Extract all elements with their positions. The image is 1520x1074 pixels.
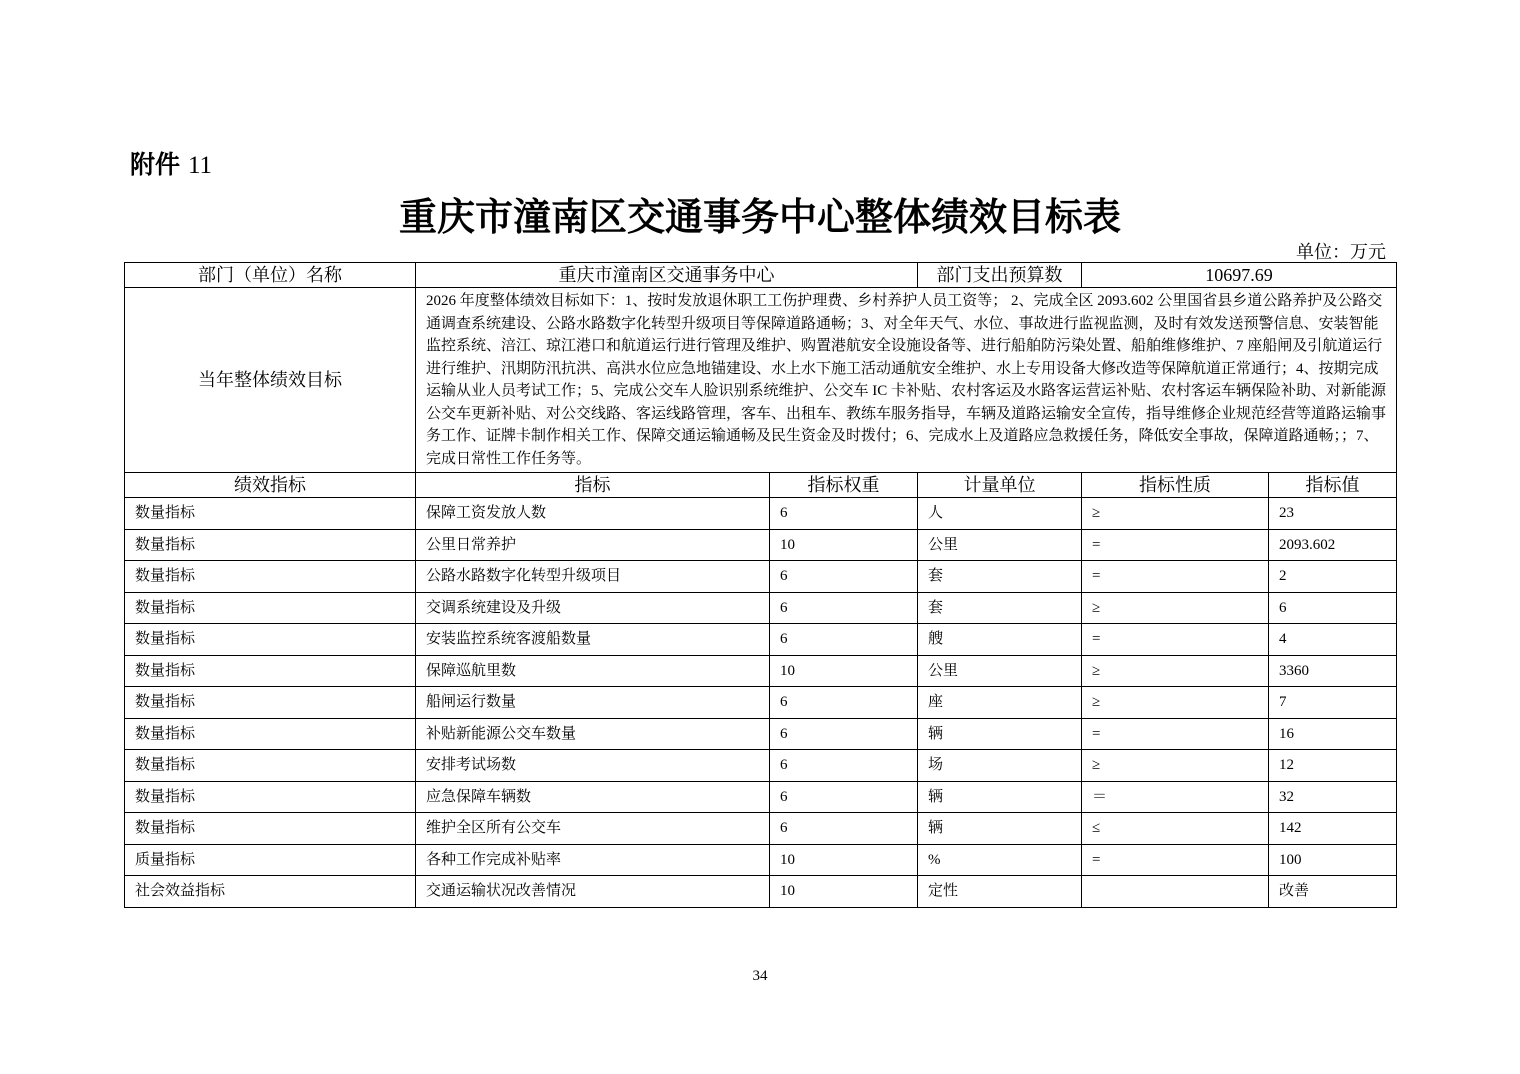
dept-name: 重庆市潼南区交通事务中心 [416,263,918,288]
cell-unit: 公里 [918,655,1082,687]
cell-value: 142 [1269,813,1397,845]
cell-weight: 6 [770,813,918,845]
cell-value: 7 [1269,687,1397,719]
table-row [125,624,1397,656]
cell-nature: ≥ [1082,687,1269,719]
cell-unit: 辆 [918,813,1082,845]
cell-category: 数量指标 [125,781,416,813]
attachment-label [130,145,212,181]
cell-category: 数量指标 [125,813,416,845]
cell-value: 32 [1269,781,1397,813]
cell-indicator: 维护全区所有公交车 [416,813,770,845]
header-row [125,263,1397,288]
cell-weight: 6 [770,561,918,593]
cell-category: 社会效益指标 [125,876,416,908]
cell-nature: = [1082,529,1269,561]
budget-value: 10697.69 [1082,263,1397,288]
col-category: 绩效指标 [125,473,416,498]
table-row [125,529,1397,561]
cell-category: 数量指标 [125,750,416,782]
cell-weight: 10 [770,655,918,687]
cell-nature: ≥ [1082,498,1269,530]
page-number: 34 [752,968,768,984]
cell-nature: ＝ [1082,781,1269,813]
cell-nature: ≥ [1082,750,1269,782]
goal-label: 当年整体绩效目标 [125,288,416,473]
cell-value: 改善 [1269,876,1397,908]
col-weight: 指标权重 [770,473,918,498]
cell-unit: % [918,844,1082,876]
cell-indicator: 公里日常养护 [416,529,770,561]
cell-indicator: 安排考试场数 [416,750,770,782]
cell-value: 4 [1269,624,1397,656]
col-value: 指标值 [1269,473,1397,498]
cell-category: 数量指标 [125,687,416,719]
cell-weight: 6 [770,781,918,813]
cell-indicator: 应急保障车辆数 [416,781,770,813]
cell-value: 2 [1269,561,1397,593]
col-nature: 指标性质 [1082,473,1269,498]
cell-unit: 套 [918,561,1082,593]
cell-indicator: 交通运输状况改善情况 [416,876,770,908]
cell-unit: 套 [918,592,1082,624]
cell-unit: 公里 [918,529,1082,561]
cell-indicator: 保障巡航里数 [416,655,770,687]
cell-weight: 6 [770,592,918,624]
cell-category: 数量指标 [125,592,416,624]
cell-value: 6 [1269,592,1397,624]
cell-unit: 辆 [918,718,1082,750]
cell-indicator: 保障工资发放人数 [416,498,770,530]
cell-value: 2093.602 [1269,529,1397,561]
cell-value: 100 [1269,844,1397,876]
table-row [125,561,1397,593]
cell-nature: = [1082,844,1269,876]
col-indicator: 指标 [416,473,770,498]
cell-weight: 6 [770,718,918,750]
cell-nature: ≥ [1082,592,1269,624]
cell-category: 数量指标 [125,655,416,687]
cell-indicator: 公路水路数字化转型升级项目 [416,561,770,593]
cell-category: 数量指标 [125,624,416,656]
cell-weight: 10 [770,876,918,908]
table-row [125,592,1397,624]
cell-value: 23 [1269,498,1397,530]
cell-nature: ≤ [1082,813,1269,845]
cell-nature: ≥ [1082,655,1269,687]
cell-category: 数量指标 [125,561,416,593]
cell-weight: 6 [770,687,918,719]
cell-category: 数量指标 [125,718,416,750]
cell-unit: 人 [918,498,1082,530]
table-row [125,844,1397,876]
cell-unit: 辆 [918,781,1082,813]
cell-unit: 座 [918,687,1082,719]
cell-unit: 场 [918,750,1082,782]
table-row [125,876,1397,908]
cell-weight: 6 [770,498,918,530]
cell-indicator: 交调系统建设及升级 [416,592,770,624]
goal-text: 2026 年度整体绩效目标如下：1、按时发放退休职工工伤护理费、乡村养护人员工资等； 2、完成全区 2093.602 公里国省县乡道公路养护及公路交通调查系统建设、公路水路数字化转型升级项目等保障道路通畅；3、对全年天气、水位、事故进行监视监测，及时有效发送预警信息、安装智能监控系统、涪江、琼江港口和航道运行进行管理及维护、购置港航安全设施设备等、进行船舶防污染处置、船舶维修维护、7 座船闸及引航道运行进行维护、汛期防汛抗洪、高洪水位应急地锚建设、水上水下施工活动通航安全维护、水上专用设备大修改造等保障航道正常通行；4、按期完成运输从业人员考试工作；5、完成公交车人脸识别系统维护、公交车 IC 卡补贴、农村客运及水路客运营运补贴、农村客运车辆保险补助、对新能源公交车更新补贴、对公交线路、客运线路管理，客车、出租车、教练车服务指导，车辆及道路运输安全宣传，指导维修企业规范经营等道路运输事务工作、证牌卡制作相关工作、保障交通运输通畅及民生资金及时拨付；6、完成水上及道路应急救援任务，降低安全事故，保障道路通畅；；7、完成日常性工作任务等。 [416,288,1397,473]
cell-nature: = [1082,718,1269,750]
cell-nature: = [1082,561,1269,593]
table-row [125,655,1397,687]
table-row [125,718,1397,750]
cell-unit: 艘 [918,624,1082,656]
table-row [125,813,1397,845]
dept-label: 部门（单位）名称 [125,263,416,288]
unit-note: 单位：万元 [1296,242,1386,263]
col-unit: 计量单位 [918,473,1082,498]
cell-nature [1082,876,1269,908]
cell-nature: = [1082,624,1269,656]
table-row [125,781,1397,813]
table-row [125,687,1397,719]
attachment-label-text: 附件 [130,150,181,179]
attachment-number: 11 [187,152,213,179]
cell-weight: 10 [770,529,918,561]
cell-category: 数量指标 [125,498,416,530]
cell-indicator: 安装监控系统客渡船数量 [416,624,770,656]
cell-unit: 定性 [918,876,1082,908]
cell-category: 质量指标 [125,844,416,876]
performance-table [124,262,1397,908]
cell-weight: 10 [770,844,918,876]
cell-indicator: 船闸运行数量 [416,687,770,719]
column-header-row [125,473,1397,498]
cell-value: 3360 [1269,655,1397,687]
table-row [125,498,1397,530]
cell-value: 16 [1269,718,1397,750]
cell-weight: 6 [770,624,918,656]
cell-indicator: 各种工作完成补贴率 [416,844,770,876]
cell-weight: 6 [770,750,918,782]
document-title: 重庆市潼南区交通事务中心整体绩效目标表 [398,194,1121,239]
goal-row [125,288,1397,473]
budget-label: 部门支出预算数 [918,263,1082,288]
cell-category: 数量指标 [125,529,416,561]
cell-indicator: 补贴新能源公交车数量 [416,718,770,750]
cell-value: 12 [1269,750,1397,782]
table-row [125,750,1397,782]
